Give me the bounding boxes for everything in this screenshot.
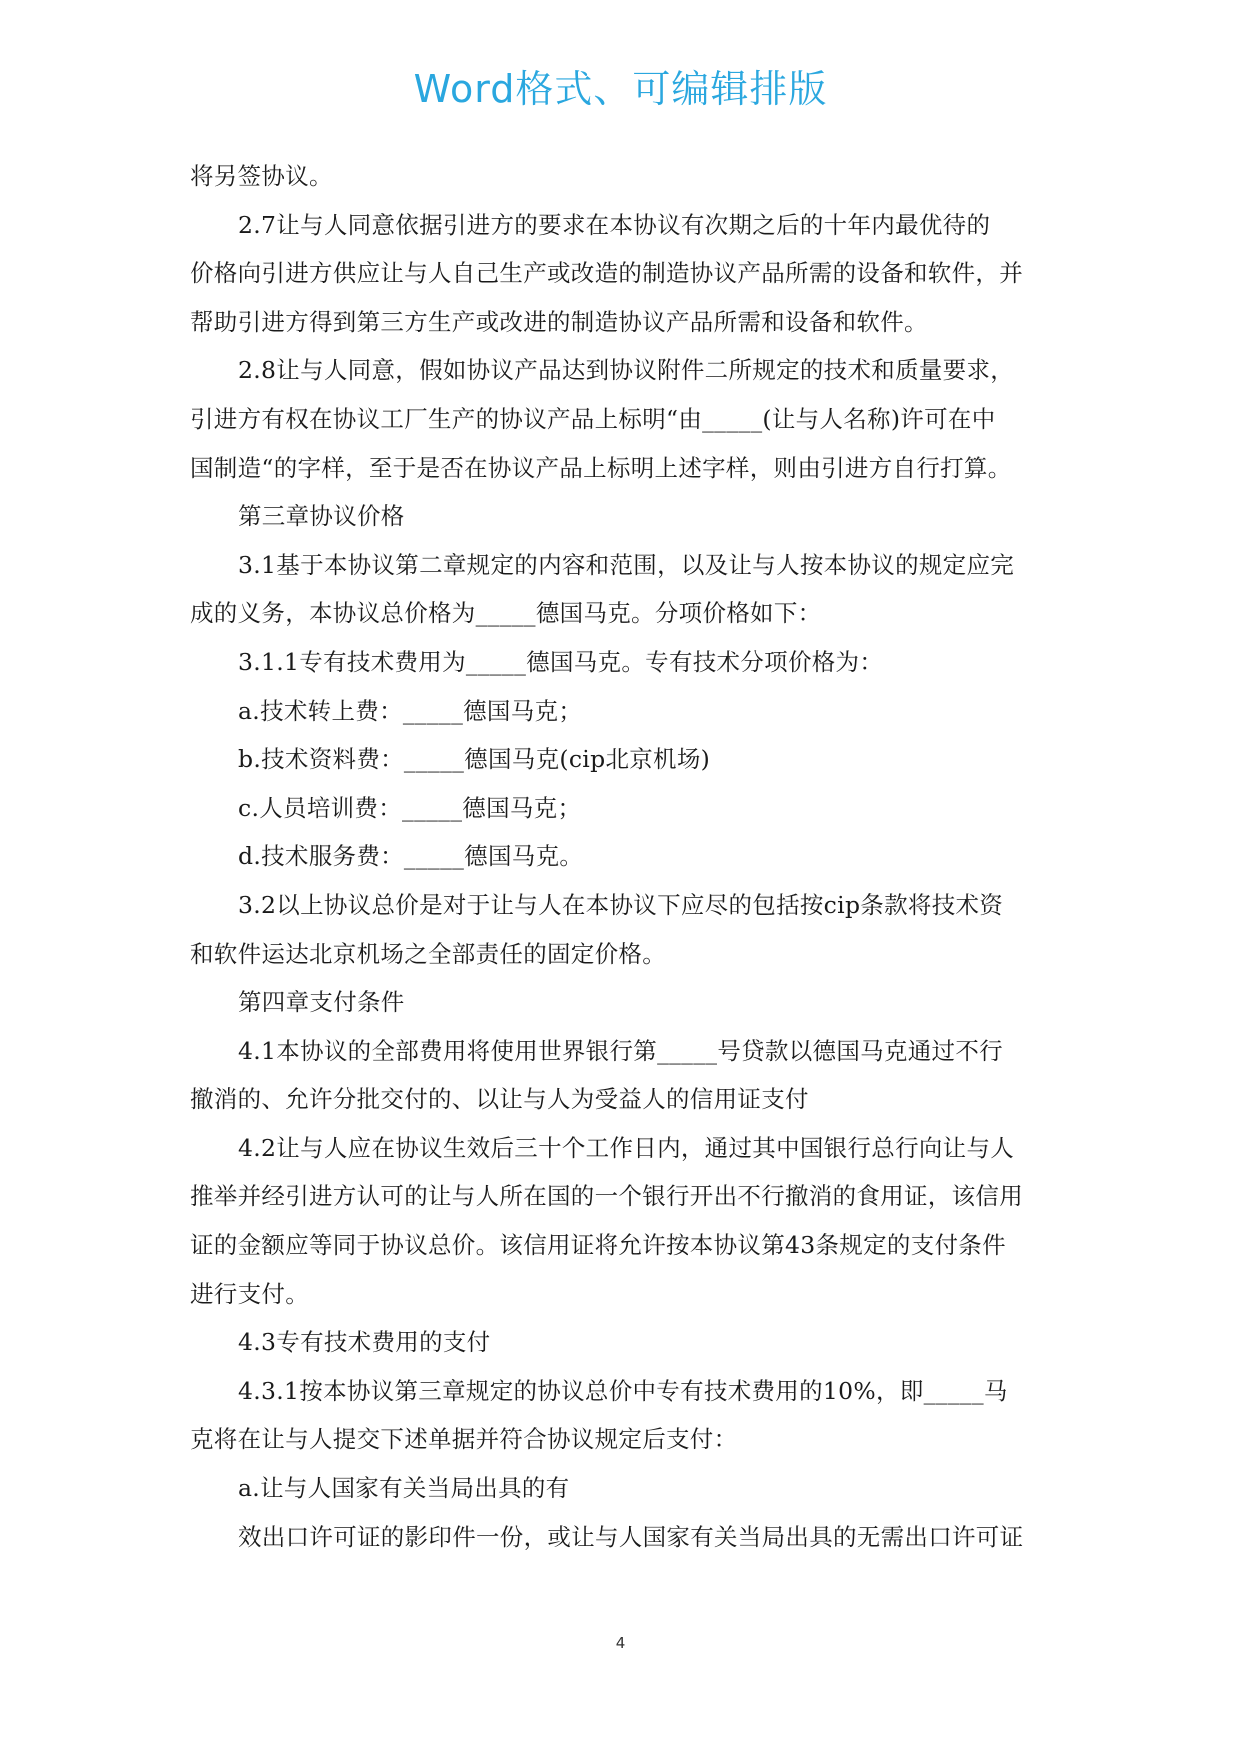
text-line: d.技术服务费：_____德国马克。: [238, 842, 584, 871]
text-line: 证的金额应等同于协议总价。该信用证将允许按本协议第43条规定的支付条件: [190, 1231, 1006, 1260]
text-line: 将另签协议。: [190, 162, 333, 190]
text-line: 成的义务，本协议总价格为_____德国马克。分项价格如下：: [190, 599, 822, 628]
text-line: 4.3.1按本协议第三章规定的协议总价中专有技术费用的10%，即_____马: [238, 1376, 1008, 1405]
text-line: 4.3专有技术费用的支付: [238, 1328, 491, 1357]
page-number: 4: [615, 1634, 626, 1652]
text-line: c.人员培训费：_____德国马克；: [238, 793, 582, 822]
text-line: a.技术转上费：_____德国马克；: [238, 696, 583, 725]
text-line: 3.1基于本协议第二章规定的内容和范围，以及让与人按本协议的规定应完: [238, 550, 1015, 579]
text-line: 撤消的、允许分批交付的、以让与人为受益人的信用证支付: [190, 1085, 809, 1114]
text-line: 3.1.1专有技术费用为_____德国马克。专有技术分项价格为：: [238, 647, 884, 676]
text-line: 帮助引进方得到第三方生产或改进的制造协议产品所需和设备和软件。: [190, 307, 928, 336]
text-line: 推举并经引进方认可的让与人所在国的一个银行开出不行撤消的食用证，该信用: [190, 1182, 1023, 1211]
text-line: 引进方有权在协议工厂生产的协议产品上标明“由_____(让与人名称)许可在中: [190, 404, 996, 433]
header-title: Word格式、可编辑排版: [413, 67, 828, 111]
text-line: 2.7让与人同意依据引进方的要求在本协议有次期之后的十年内最优待的: [238, 210, 991, 239]
text-line: 价格向引进方供应让与人自己生产或改造的制造协议产品所需的设备和软件，并: [190, 259, 1023, 288]
text-line: 2.8让与人同意，假如协议产品达到协议附件二所规定的技术和质量要求，: [238, 356, 1015, 385]
text-line: 第三章协议价格: [238, 502, 405, 531]
text-line: 4.2让与人应在协议生效后三十个工作日内，通过其中国银行总行向让与人: [238, 1133, 1015, 1162]
text-line: a.让与人国家有关当局出具的有: [238, 1474, 570, 1503]
text-line: 和软件运达北京机场之全部责任的固定价格。: [190, 939, 666, 968]
text-line: 国制造“的字样，至于是否在协议产品上标明上述字样，则由引进方自行打算。: [190, 453, 1012, 482]
text-line: b.技术资料费：_____德国马克(cip北京机场): [238, 745, 711, 774]
text-line: 第四章支付条件: [238, 988, 405, 1017]
document-body: [190, 152, 1070, 1561]
text-line: 3.2以上协议总价是对于让与人在本协议下应尽的包括按cip条款将技术资: [238, 890, 1004, 919]
text-line: 进行支付。: [190, 1279, 309, 1308]
text-line: 克将在让与人提交下述单据并符合协议规定后支付：: [190, 1425, 738, 1454]
text-line: 效出口许可证的影印件一份，或让与人国家有关当局出具的无需出口许可证: [238, 1522, 1024, 1551]
text-line: 4.1本协议的全部费用将使用世界银行第_____号贷款以德国马克通过不行: [238, 1036, 1003, 1065]
